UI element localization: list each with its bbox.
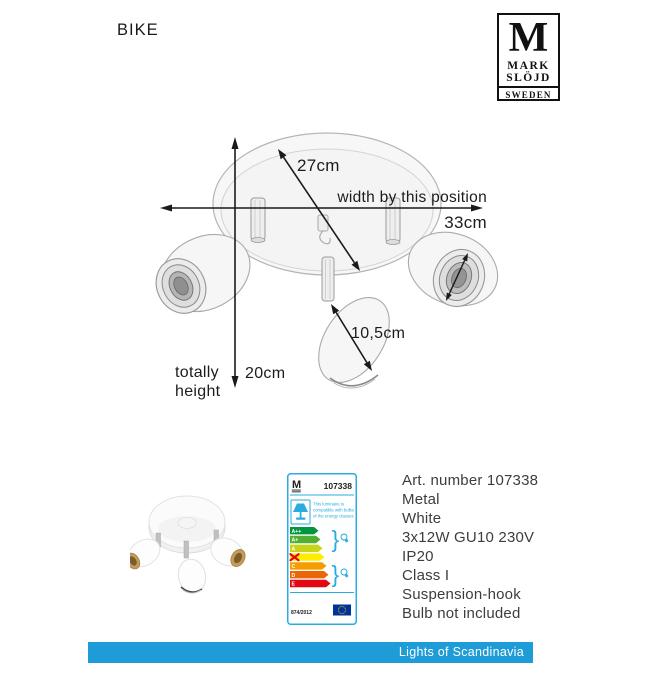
- brace-bottom: }: [331, 561, 340, 587]
- footer-slogan: Lights of Scandinavia: [398, 645, 524, 659]
- energy-brand-rule: [292, 490, 301, 491]
- eu-flag-icon: [333, 605, 351, 616]
- class-arrow-c: [290, 562, 327, 569]
- brace-top: }: [331, 526, 340, 552]
- class-arrow-e: [290, 580, 331, 587]
- brand-logo: [497, 13, 560, 101]
- class-letter: E: [291, 581, 295, 588]
- brand-name-line1: MARK: [507, 60, 550, 72]
- height-value-label: 20cm: [245, 365, 286, 382]
- footer-bar: [88, 642, 533, 663]
- class-letter: C: [291, 564, 296, 571]
- brand-monogram: M: [508, 15, 549, 61]
- energy-info-line1: This luminaire is: [313, 501, 345, 507]
- class-letter: D: [291, 572, 296, 579]
- class-letter: A+: [291, 537, 299, 544]
- height-caption-word1: totally: [175, 364, 219, 381]
- energy-brand-rule: [292, 491, 301, 492]
- spec-line-bulb: 3x12W GU10 230V: [402, 529, 535, 546]
- class-letter: A++: [291, 528, 302, 535]
- height-caption-word2: height: [175, 383, 221, 400]
- energy-art-number: 107338: [323, 481, 352, 491]
- spot-length-label: 10,5cm: [351, 325, 406, 342]
- photo-front-spot: [175, 557, 208, 596]
- spec-line-included: Bulb not included: [402, 605, 521, 622]
- front-stem: [322, 257, 334, 301]
- page-title: BIKE: [117, 21, 159, 39]
- energy-brand-monogram: M: [292, 479, 302, 491]
- brand-name-line2: SLÖJD: [506, 72, 551, 84]
- width-value-label: 33cm: [444, 213, 487, 232]
- spec-line-material: Metal: [402, 491, 440, 508]
- energy-label: [287, 473, 357, 625]
- spec-line-class: Class I: [402, 567, 450, 584]
- width-caption-label: width by this position: [337, 189, 487, 206]
- class-letter: A: [291, 546, 296, 553]
- spec-line-hook: Suspension-hook: [402, 586, 521, 603]
- spec-line-art-number: Art. number 107338: [402, 472, 539, 489]
- energy-info-line2: compatible with bulbs: [313, 507, 355, 513]
- energy-regulation: 874/2012: [291, 610, 312, 616]
- spec-list: [402, 471, 538, 623]
- class-arrow-d: [290, 571, 329, 578]
- brand-country: SWEDEN: [499, 86, 558, 101]
- spec-line-color: White: [402, 510, 442, 527]
- dimension-diagram: [85, 105, 505, 405]
- product-photo: [130, 473, 275, 631]
- left-stem: [251, 198, 265, 243]
- energy-info-line3: of the energy classes: [313, 513, 354, 519]
- plate-diameter-label: 27cm: [297, 156, 340, 175]
- lamp-icon: [291, 500, 310, 524]
- spec-line-ip: IP20: [402, 548, 434, 565]
